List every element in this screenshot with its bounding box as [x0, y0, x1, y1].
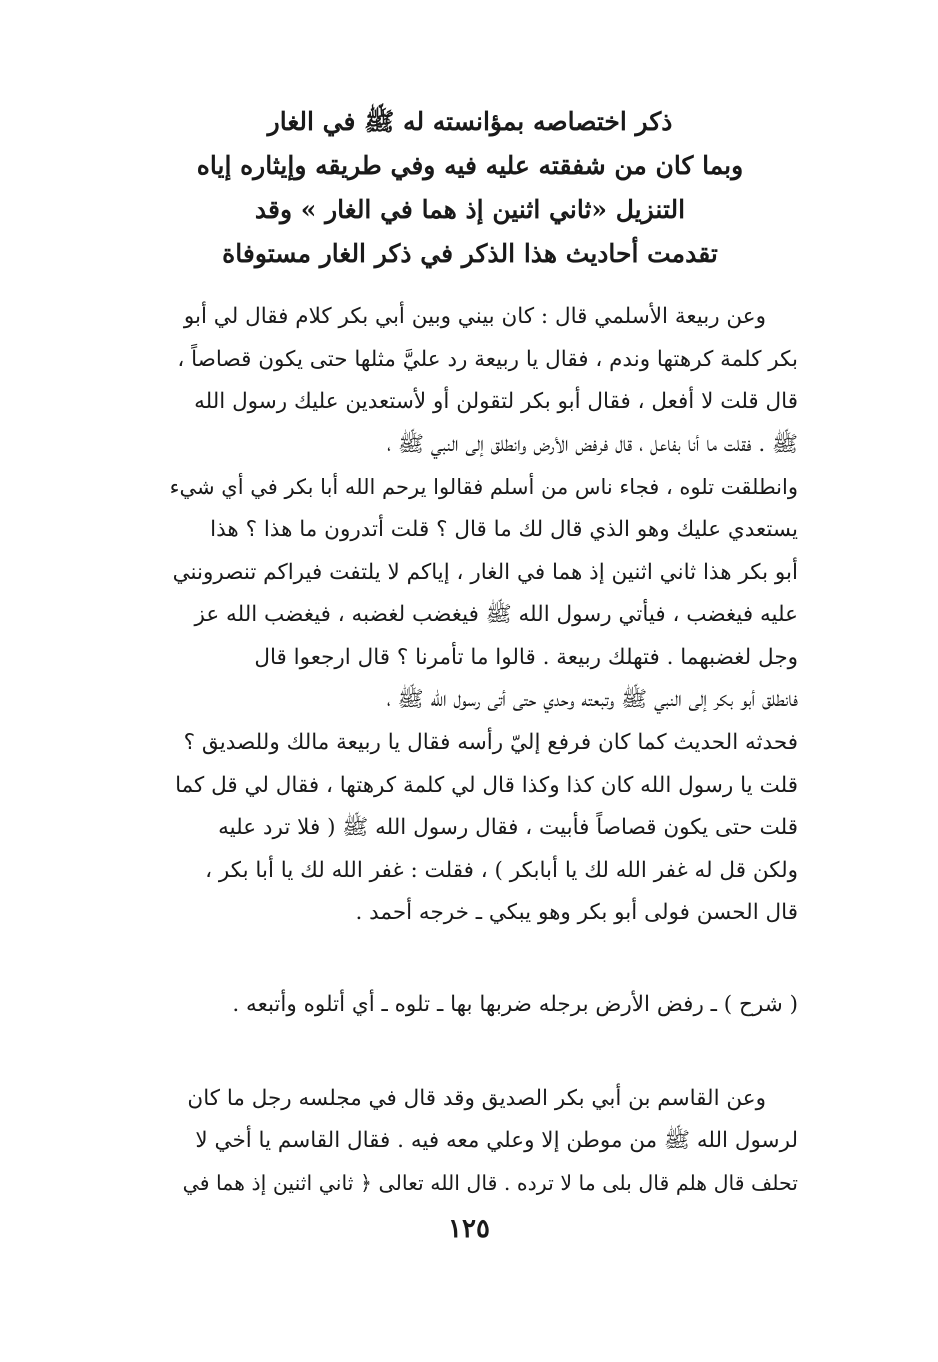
- text-line: ( شرح ) ـ رفض الأرض برجله ضربها بها ـ تلوه ـ أي أتلوه وأتبعه .: [232, 992, 798, 1017]
- text-line: وجل لغضبهما . فتهلك ربيعة . قالوا ما تأمرنا ؟ قال ارجعوا قال: [254, 644, 798, 670]
- text-line: وعن القاسم بن أبي بكر الصديق وقد قال في مجلسه رجل ما كان: [187, 1086, 766, 1111]
- text-line: تحلف قال هلم قال بلى ما لا ترده . قال الله تعالى ﴿ ثاني اثنين إذ هما في: [182, 1171, 798, 1195]
- text-line: لرسول الله ﷺ من موطن إلا وعلي معه فيه . فقال القاسم يا أخي لا: [195, 1128, 798, 1153]
- heading-line: ذكر اختصاصه بمؤانسته له ﷺ في الغار: [267, 107, 673, 136]
- text-line: وانطلقت تلوه ، فجاء ناس من أسلم فقالوا يرحم الله أبا بكر في أي شيء: [170, 475, 798, 500]
- text-line: قال قلت لا أفعل ، فقال أبو بكر لتقولن أو لأستعدين عليك رسول الله: [194, 389, 798, 415]
- text-line: قلت يا رسول الله كان كذا وكذا قال لي كلمة كرهتها ، فقال لي قل كما: [175, 772, 798, 798]
- text-line: ولكن قل له غفر الله لك يا أبابكر ) ، فقلت : غفر الله لك يا أبا بكر ،: [205, 857, 798, 883]
- heading-line: التنزيل «ثاني اثنين إذ هما في الغار » وقد: [254, 195, 686, 224]
- text-line: عليه فيغضب ، فيأتي رسول الله ﷺ فيغضب لغضبه ، فيغضب الله عز: [194, 602, 798, 628]
- paragraph-rabia-hadith: [170, 296, 798, 935]
- page-number: ١٢٥: [448, 1214, 490, 1244]
- text-line: يستعدي عليك وهو الذي قال لك ما قال ؟ قلت أتدرون ما هذا ؟ هذا: [210, 516, 798, 542]
- chapter-heading: [160, 100, 780, 276]
- text-line: وعن ربيعة الأسلمي قال : كان بيني وبين أبي بكر كلام فقال لي أبو: [183, 304, 766, 329]
- text-line: ﷺ . فقلت ما أنا بفاعل ، قال فرفض الأرض وانطلق إلى النبي ﷺ ،: [387, 431, 798, 457]
- heading-line: وبما كان من شفقته عليه فيه وفي طريقه وإيثاره إياه: [196, 151, 744, 180]
- text-line: بكر كلمة كرهتها وندم ، فقال يا ربيعة رد عليَّ مثلها حتى يكون قصاصاً ،: [177, 346, 798, 372]
- paragraph-qasim-hadith: [170, 1078, 798, 1204]
- text-line: قلت حتى يكون قصاصاً فأبيت ، فقال رسول الله ﷺ ( فلا ترد عليه: [218, 815, 798, 841]
- text-line: أبو بكر هذا ثاني اثنين إذ هما في الغار ، إياكم لا يلتفت فيراكم تنصرونني: [172, 559, 798, 585]
- text-line: قال الحسن فولى أبو بكر وهو يبكي ـ خرجه أحمد .: [355, 900, 798, 926]
- heading-line: تقدمت أحاديث هذا الذكر في ذكر الغار مستوفاة: [222, 239, 718, 268]
- paragraph-explanation: [170, 984, 798, 1026]
- text-line: فانطلق أبو بكر إلى النبي ﷺ وتبعته وحدي حتى أتى رسول الله ﷺ ،: [386, 687, 798, 713]
- text-line: فحدثه الحديث كما كان فرفع إليّ رأسه فقال يا ربيعة مالك وللصديق ؟: [183, 729, 798, 755]
